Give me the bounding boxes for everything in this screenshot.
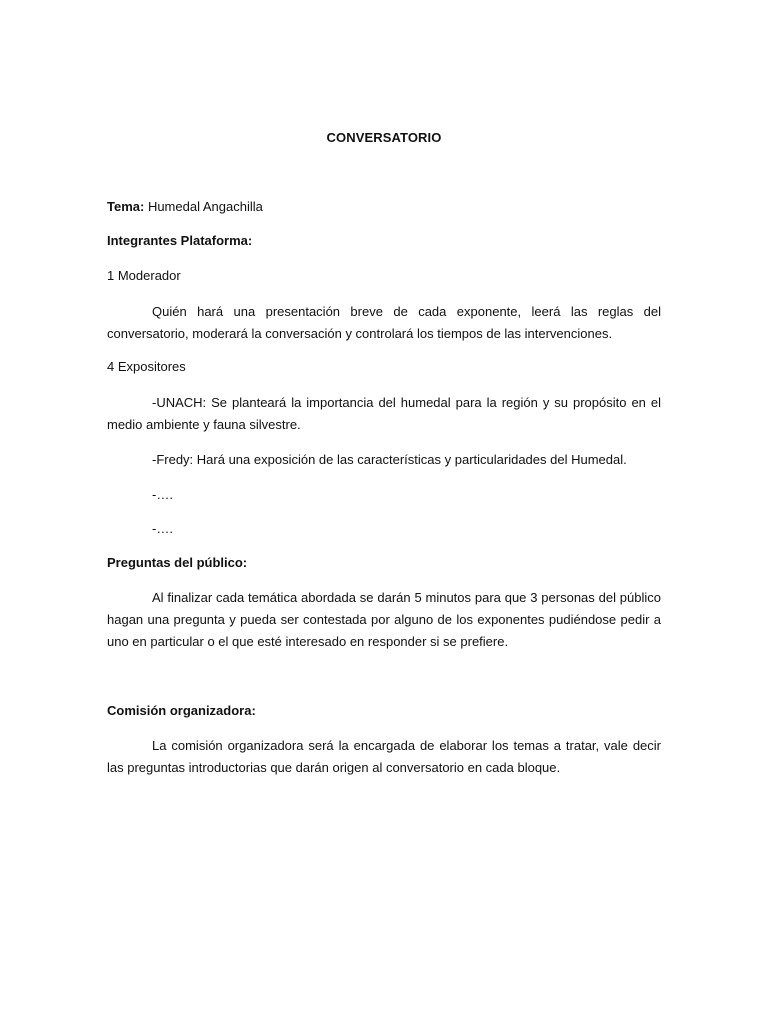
integrantes-heading: Integrantes Plataforma: [107, 233, 253, 248]
expositor-unach: -UNACH: Se planteará la importancia del humedal para la región y su propósito en el medio ambiente y fauna silvestre. [107, 395, 661, 432]
preguntas-paragraph: Al finalizar cada temática abordada se darán 5 minutos para que 3 personas del público hagan una pregunta y pueda ser contestada por alguno de los exponentes pudiéndose pedir a uno en particular o el que esté interesado en responder si se prefiere. [107, 590, 661, 649]
moderador-paragraph: Quién hará una presentación breve de cada exponente, leerá las reglas del conversatorio, moderará la conversación y controlará los tiempos de las intervenciones. [107, 304, 661, 341]
preguntas-heading: Preguntas del público: [107, 555, 248, 570]
document-title: CONVERSATORIO [326, 130, 442, 145]
expositor-placeholder-3: -…. [152, 487, 173, 502]
expositor-fredy: -Fredy: Hará una exposición de las características y particularidades del Humedal. [152, 452, 627, 467]
expositor-placeholder-4: -…. [152, 521, 173, 536]
tema-label: Tema: [107, 199, 145, 214]
tema-value: Humedal Angachilla [144, 199, 263, 214]
tema-line [107, 198, 661, 216]
comision-paragraph: La comisión organizadora será la encargada de elaborar los temas a tratar, vale decir las preguntas introductorias que darán origen al conversatorio en cada bloque. [107, 738, 661, 775]
comision-heading: Comisión organizadora: [107, 703, 256, 718]
expositores-heading: 4 Expositores [107, 359, 186, 374]
moderador-heading: 1 Moderador [107, 268, 181, 283]
